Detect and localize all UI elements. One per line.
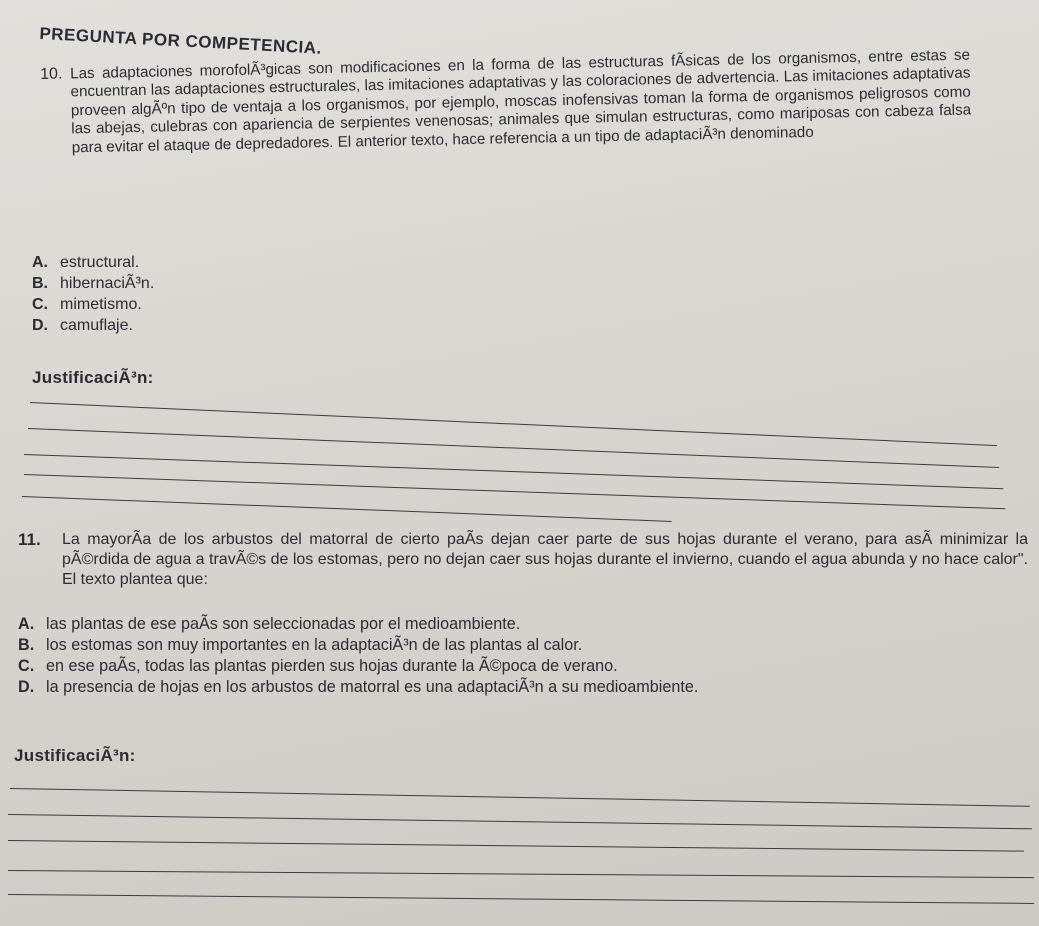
option-text: la presencia de hojas en los arbustos de matorral es una adaptaciÃ³n a su medioambiente. bbox=[46, 678, 699, 696]
option-text: estructural. bbox=[60, 253, 140, 271]
option-text: en ese paÃs, todas las plantas pierden sus hojas durante la Ã©poca de verano. bbox=[46, 657, 618, 675]
question-10-options bbox=[32, 252, 154, 336]
option-text: las plantas de ese paÃs son seleccionadas por el medioambiente. bbox=[46, 615, 521, 633]
option-letter: A. bbox=[18, 615, 35, 633]
answer-line[interactable] bbox=[8, 894, 1034, 904]
section-heading: PREGUNTA POR COMPETENCIA. bbox=[39, 24, 323, 58]
question-11-options bbox=[18, 614, 698, 698]
option-letter: C. bbox=[32, 295, 48, 313]
option-c[interactable] bbox=[32, 294, 154, 315]
question-11 bbox=[18, 530, 1028, 590]
question-number: 11. bbox=[18, 530, 41, 549]
option-letter: B. bbox=[32, 274, 48, 292]
option-a[interactable] bbox=[18, 614, 698, 635]
option-d[interactable] bbox=[32, 315, 154, 336]
option-text: mimetismo. bbox=[60, 295, 142, 313]
answer-line[interactable] bbox=[8, 870, 1034, 878]
option-text: hibernaciÃ³n. bbox=[60, 274, 155, 292]
option-c[interactable] bbox=[18, 656, 698, 677]
question-10 bbox=[40, 47, 972, 158]
option-text: camuflaje. bbox=[60, 316, 133, 334]
answer-line[interactable] bbox=[30, 402, 997, 446]
answer-line[interactable] bbox=[8, 840, 1024, 852]
option-letter: C. bbox=[18, 657, 35, 675]
answer-line[interactable] bbox=[10, 788, 1030, 807]
option-d[interactable] bbox=[18, 677, 698, 698]
answer-line[interactable] bbox=[28, 428, 999, 468]
answer-line[interactable] bbox=[8, 814, 1032, 829]
option-letter: D. bbox=[32, 316, 48, 334]
option-letter: D. bbox=[18, 678, 35, 696]
question-stem: Las adaptaciones morofolÃ³gicas son modificaciones en la forma de las estructuras fÃsicas de los organismos, entre estas se encuentran las adaptaciones estructurales, las imitaciones adaptativas y las coloraciones de advertencia. Las imitaciones adaptativas proveen algÃºn tipo de ventaja a los organismos, por ejemplo, moscas inofensivas toman la forma de organismos peligrosos como las abejas, culebras con apariencia de serpientes venenosas; animales que simulan estructuras, como mariposas con cabeza falsa para evitar el ataque de depredadores. El anterior texto, hace referencia a un tipo de adaptaciÃ³n denominado bbox=[69, 46, 972, 156]
option-text: los estomas son muy importantes en la adaptaciÃ³n de las plantas al calor. bbox=[46, 636, 583, 654]
option-b[interactable] bbox=[18, 635, 698, 656]
answer-line[interactable] bbox=[24, 454, 1003, 489]
option-letter: A. bbox=[32, 253, 48, 271]
answer-line[interactable] bbox=[24, 474, 1005, 509]
question-number: 10. bbox=[40, 65, 63, 83]
answer-line[interactable] bbox=[22, 496, 672, 522]
justification-label-10: JustificaciÃ³n: bbox=[32, 368, 154, 387]
option-letter: B. bbox=[18, 636, 35, 654]
justification-label-11: JustificaciÃ³n: bbox=[14, 746, 136, 765]
option-b[interactable] bbox=[32, 273, 154, 294]
question-stem: La mayorÃa de los arbustos del matorral de cierto paÃs dejan caer parte de sus hojas durante el verano, para asÃ minimizar la pÃ©rdida de agua a travÃ©s de los estomas, pero no dejan caer sus hojas durante el invierno, cuando el agua abunda y no hace calor". El texto plantea que: bbox=[62, 531, 1028, 588]
option-a[interactable] bbox=[32, 252, 154, 273]
